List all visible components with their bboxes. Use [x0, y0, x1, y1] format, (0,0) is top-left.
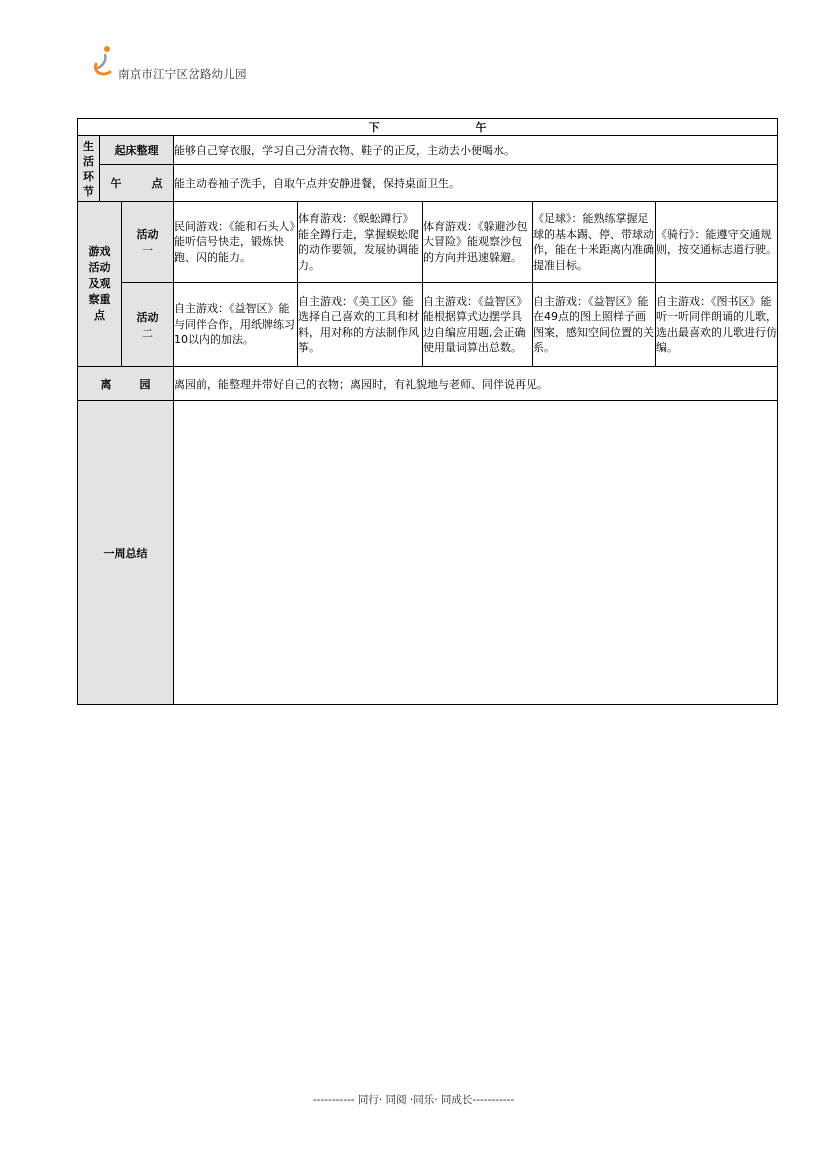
snack-label-b: 点: [151, 177, 163, 190]
activity1-label: [122, 202, 174, 283]
summary-content: [174, 401, 778, 705]
life-group-label: 生活环节: [78, 136, 100, 202]
school-name: 南京市江宁区岔路幼儿园: [118, 67, 247, 81]
period-header-row: [78, 119, 778, 136]
activity1-row: [78, 202, 778, 283]
activity2-label-b: 二: [142, 326, 153, 340]
footer-motto: ----------- 同行· 同阅 ·同乐· 同成长-----------: [312, 1094, 515, 1106]
activity1-cell-4: 《足球》：能熟练掌握足球的基本踢、停、带球动作，能在十米距离内准确提准目标。: [533, 202, 656, 283]
activity2-cell-2: 自主游戏：《美工区》能选择自己喜欢的工具和材料，用对称的方法制作风筝。: [298, 283, 423, 367]
activity1-cell-1: 民间游戏：《能和石头人》能听信号快走，锻炼快跑、闪的能力。: [174, 202, 298, 283]
school-logo-icon: [90, 44, 120, 78]
period-header: [78, 119, 778, 136]
life-row-wakeup: [78, 136, 778, 165]
period-label-1: 下: [368, 121, 380, 134]
period-label-2: 午: [475, 121, 487, 134]
school-logo: [90, 44, 270, 80]
activity1-cell-2: 体育游戏：《蜈蚣蹲行》能全蹲行走，掌握蜈蚣爬的动作要领，发展协调能力。: [298, 202, 423, 283]
snack-label-a: 午: [110, 177, 122, 190]
games-group-label: 游戏活动及观察重点: [78, 202, 122, 367]
leave-label: [78, 367, 174, 401]
activity1-cell-3: 体育游戏：《躲避沙包大冒险》能观察沙包的方向并迅速躲避。: [423, 202, 533, 283]
activity2-cell-3: 自主游戏：《益智区》能根据算式边摆学具边自编应用题,会正确使用量词算出总数。: [423, 283, 533, 367]
summary-label: 一周总结: [78, 401, 174, 705]
wakeup-label: 起床整理: [100, 136, 174, 165]
activity1-cell-5: 《骑行》：能遵守交通规则，按交通标志道行驶。: [656, 202, 778, 283]
snack-label: [100, 165, 174, 202]
snack-text: 能主动卷袖子洗手，自取午点并安静进餐，保持桌面卫生。: [174, 165, 778, 202]
leave-label-b: 园: [139, 377, 151, 391]
wakeup-text: 能够自己穿衣服，学习自己分清衣物、鞋子的正反，主动去小便喝水。: [174, 136, 778, 165]
life-row-snack: [78, 165, 778, 202]
activity1-label-a: 活动: [136, 228, 159, 241]
activity2-cell-4: 自主游戏：《益智区》能在49点的图上照样子画图案，感知空间位置的关系。: [533, 283, 656, 367]
activity2-cell-5: 自主游戏：《图书区》能听一听同伴朗诵的儿歌，选出最喜欢的儿歌进行仿编。: [656, 283, 778, 367]
leave-text: 离园前，能整理并带好自己的衣物；离园时，有礼貌地与老师、同伴说再见。: [174, 367, 778, 401]
activity2-row: [78, 283, 778, 367]
activity1-label-b: 一: [142, 244, 153, 257]
activity2-label: [122, 283, 174, 367]
plan-table: [77, 118, 778, 705]
summary-row: [78, 401, 778, 705]
leave-label-a: 离: [100, 377, 112, 391]
activity2-label-a: 活动: [136, 310, 159, 324]
activity2-cell-1: 自主游戏：《益智区》能与同伴合作，用纸牌练习10以内的加法。: [174, 283, 298, 367]
leave-row: [78, 367, 778, 401]
